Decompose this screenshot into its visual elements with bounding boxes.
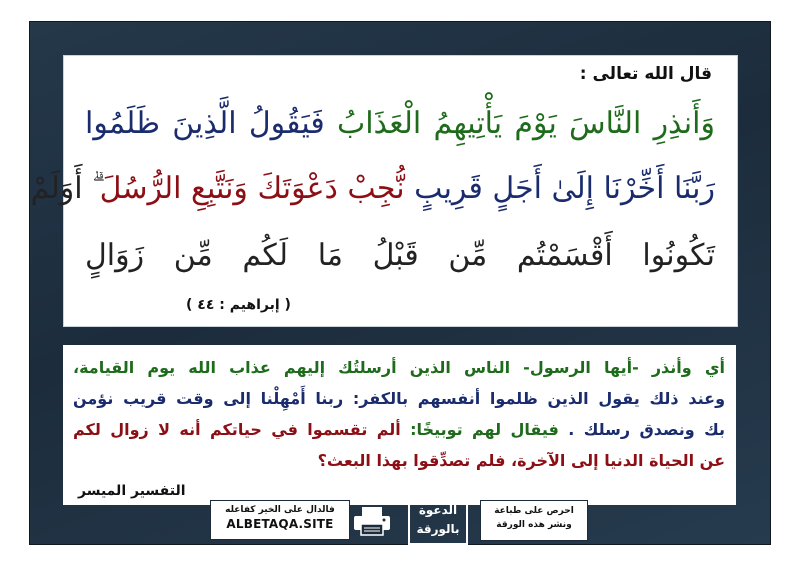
tafsir-line-2 [73,389,725,409]
tafsir-line-4 [73,451,725,471]
hadith-text: فالدال على الخير كفاعله [225,505,335,515]
print-reminder-line: ونشر هذه الورقة [496,520,572,530]
website-box [210,500,350,540]
verse-segment: ۗ أَوَلَمْ [30,171,93,206]
verse-reference: ( إبراهيم : ٤٤ ) [186,297,291,313]
tafsir-segment: أي وأنذر -أيها الرسول- الناس الذين أرسلتُك إليهم عذاب الله يوم القيامة، [73,358,725,377]
dawa-logo [408,499,468,545]
tafsir-segment: عن الحياة الدنيا إلى الآخرة، فلم تصدِّقوا بهذا البعث؟ [317,451,725,470]
verse-segment: وَأَنذِرِ النَّاسَ يَوْمَ يَأْتِيهِمُ الْعَذَابُ [336,106,715,141]
verse-line-3: تَكُونُوا أَقْسَمْتُم مِّن قَبْلُ مَا لَكُم مِّن زَوَالٍ [85,238,715,273]
website-link[interactable]: ALBETAQA.SITE [226,517,334,531]
printer-icon [352,506,392,536]
logo-line: الدعوة [418,503,458,517]
verse-line-1 [85,104,715,144]
tafsir-segment: وعند ذلك يقول الذين ظلموا أنفسهم بالكفر: [352,389,726,408]
verse-segment: نُّجِبْ دَعْوَتَكَ وَنَتَّبِعِ الرُّسُلَ [99,171,405,206]
tafsir-segment: بك ونصدق رسلك . [568,420,726,439]
tafsir-line-1 [73,358,725,378]
verse-line-2 [30,169,715,209]
logo-line: بالورقة [416,522,460,536]
verse-segment: رَبَّنَا أَخِّرْنَا إِلَىٰ أَجَلٍ قَرِيبٍ [414,171,715,206]
verse-segment: فَيَقُولُ الَّذِينَ ظَلَمُوا [85,106,325,141]
tafsir-segment: ألم تقسموا في حياتكم أنه لا زوال لكم [73,420,401,439]
tafsir-segment: ربنا أَمْهِلْنا إلى وقت قريب نؤمن [73,389,344,408]
tafsir-line-3 [73,420,725,440]
verse-intro: قال الله تعالى : [579,64,712,84]
print-reminder-line: احرص على طباعة [494,506,574,516]
tafsir-source: التفسير الميسر [78,483,186,499]
tafsir-segment: فيقال لهم توبيخًا: [410,420,559,439]
print-reminder-box [480,500,588,541]
